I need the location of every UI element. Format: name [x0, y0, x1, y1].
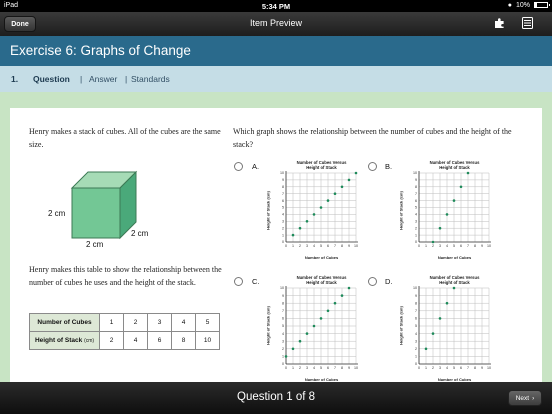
x-tick-label: 8 — [474, 366, 476, 370]
x-tick-label: 1 — [292, 244, 294, 248]
option-a-radio[interactable] — [234, 162, 243, 171]
x-tick-label: 10 — [354, 244, 358, 248]
table-row — [30, 332, 220, 350]
table-cell: 6 — [148, 332, 172, 350]
x-tick-label: 9 — [348, 366, 350, 370]
x-tick-label: 0 — [285, 244, 287, 248]
nav-bar — [0, 12, 552, 36]
y-tick-label: 6 — [415, 198, 417, 203]
chevron-right-icon: › — [532, 394, 535, 402]
tab-separator: | — [125, 74, 128, 84]
x-tick-label: 8 — [474, 244, 476, 248]
tab-bar — [0, 66, 552, 92]
y-tick-label: 6 — [415, 316, 417, 321]
question-counter: Question 1 of 8 — [237, 391, 315, 403]
x-tick-label: 8 — [341, 244, 343, 248]
next-button-label: Next — [515, 394, 530, 402]
data-point — [453, 287, 456, 290]
option-b-graph — [397, 160, 492, 260]
y-tick-label: 5 — [282, 205, 284, 210]
y-tick-label: 10 — [413, 286, 417, 291]
x-tick-label: 1 — [425, 366, 427, 370]
graph-x-label: Number of Cubes — [437, 377, 472, 382]
y-tick-label: 1 — [415, 354, 417, 359]
y-tick-label: 3 — [415, 339, 417, 344]
x-tick-label: 2 — [432, 244, 434, 248]
x-tick-label: 5 — [320, 366, 322, 370]
x-tick-label: 2 — [299, 244, 301, 248]
x-tick-label: 5 — [453, 366, 455, 370]
intro-text: Henry makes a stack of cubes. All of the cubes are the same size. — [29, 127, 221, 149]
graph-y-label: Height of Stack (cm) — [398, 191, 404, 230]
x-tick-label: 4 — [446, 366, 448, 370]
exercise-header — [0, 36, 552, 66]
option-a-label: A. — [252, 162, 260, 171]
data-point — [334, 302, 337, 305]
data-point — [285, 355, 288, 358]
row-header — [30, 332, 100, 350]
x-tick-label: 6 — [460, 366, 462, 370]
option-a-graph — [264, 160, 359, 260]
y-tick-label: 9 — [282, 293, 284, 298]
x-tick-label: 9 — [481, 244, 483, 248]
list-icon[interactable] — [522, 17, 533, 32]
y-tick-label: 0 — [282, 362, 284, 367]
graph-subtitle: Height of Stack — [306, 280, 337, 285]
data-point — [299, 227, 302, 230]
data-point — [320, 317, 323, 320]
status-bar — [0, 0, 552, 12]
nav-title: Item Preview — [249, 18, 302, 28]
y-tick-label: 10 — [280, 171, 284, 176]
option-c-radio[interactable] — [234, 277, 243, 286]
x-tick-label: 8 — [341, 366, 343, 370]
bottom-bar — [0, 382, 552, 414]
tab-separator: | — [80, 74, 83, 84]
data-point — [425, 348, 428, 351]
graph-y-label: Height of Stack (cm) — [265, 306, 271, 345]
graph-subtitle: Height of Stack — [439, 165, 470, 170]
x-tick-label: 7 — [334, 366, 336, 370]
option-d-label: D. — [385, 277, 393, 286]
row-header-unit: (cm) — [84, 338, 95, 344]
x-tick-label: 10 — [487, 244, 491, 248]
y-tick-label: 1 — [282, 233, 284, 238]
option-b-radio[interactable] — [368, 162, 377, 171]
x-tick-label: 4 — [446, 244, 448, 248]
cube-width-label: 2 cm — [86, 240, 104, 249]
x-tick-label: 1 — [425, 244, 427, 248]
table-cell: 2 — [124, 314, 148, 332]
x-tick-label: 5 — [453, 244, 455, 248]
data-point — [439, 317, 442, 320]
graph-x-label: Number of Cubes — [437, 255, 472, 260]
graph-x-label: Number of Cubes — [304, 255, 339, 260]
table-cell: 1 — [100, 314, 124, 332]
table-cell: 5 — [196, 314, 220, 332]
data-point — [341, 294, 344, 297]
y-tick-label: 2 — [415, 226, 417, 231]
y-tick-label: 2 — [282, 347, 284, 351]
y-tick-label: 7 — [415, 309, 417, 313]
battery-icon — [534, 2, 548, 8]
y-tick-label: 3 — [282, 339, 284, 344]
data-point — [348, 179, 351, 182]
data-point — [355, 172, 358, 175]
y-tick-label: 2 — [415, 347, 417, 351]
graph-title: Number of Cubes Versus — [296, 160, 347, 165]
option-b-label: B. — [385, 162, 393, 171]
x-tick-label: 3 — [306, 366, 308, 370]
graph-plot — [264, 160, 359, 260]
data-point — [341, 186, 344, 189]
y-tick-label: 1 — [415, 233, 417, 238]
y-tick-label: 4 — [415, 331, 417, 336]
x-tick-label: 6 — [327, 366, 329, 370]
x-tick-label: 2 — [299, 366, 301, 370]
y-tick-label: 7 — [282, 309, 284, 313]
data-point — [313, 213, 316, 216]
data-point — [432, 241, 435, 244]
data-point — [327, 199, 330, 202]
x-tick-label: 3 — [306, 244, 308, 248]
table-cell: 2 — [100, 332, 124, 350]
y-tick-label: 9 — [415, 293, 417, 298]
done-button[interactable]: Done — [4, 16, 36, 32]
option-d-graph — [397, 275, 492, 382]
y-tick-label: 7 — [282, 191, 284, 196]
x-tick-label: 2 — [432, 366, 434, 370]
tab-question[interactable]: Question — [33, 74, 70, 84]
y-tick-label: 9 — [415, 178, 417, 183]
option-c-graph — [264, 275, 359, 382]
row-header-label: Height of Stack — [34, 337, 83, 344]
next-button[interactable] — [508, 390, 542, 406]
y-tick-label: 5 — [282, 324, 284, 329]
y-tick-label: 4 — [282, 331, 284, 336]
x-tick-label: 7 — [467, 366, 469, 370]
data-point — [334, 192, 337, 195]
data-point — [460, 186, 463, 189]
x-tick-label: 9 — [348, 244, 350, 248]
x-tick-label: 3 — [439, 244, 441, 248]
lock-rotation-icon: ● — [507, 1, 512, 9]
data-point — [313, 325, 316, 328]
clock: 5:34 PM — [261, 1, 291, 11]
data-point — [432, 332, 435, 335]
table-intro-text: Henry makes this table to show the relationship between the number of cubes he uses and the height of the stack. — [29, 265, 222, 287]
graph-plot — [397, 160, 492, 260]
data-point — [320, 206, 323, 209]
data-point — [306, 220, 309, 223]
y-tick-label: 8 — [282, 185, 284, 189]
y-tick-label: 6 — [282, 316, 284, 321]
x-tick-label: 6 — [327, 244, 329, 248]
graph-subtitle: Height of Stack — [439, 280, 470, 285]
puzzle-icon[interactable] — [494, 17, 506, 32]
x-tick-label: 4 — [313, 366, 315, 370]
y-tick-label: 4 — [415, 212, 417, 217]
graph-subtitle: Height of Stack — [306, 165, 337, 170]
y-tick-label: 0 — [282, 240, 284, 245]
y-tick-label: 8 — [282, 301, 284, 306]
y-tick-label: 0 — [415, 362, 417, 367]
y-tick-label: 1 — [282, 354, 284, 359]
y-tick-label: 5 — [415, 205, 417, 210]
status-right — [508, 2, 548, 9]
device-label: iPad — [4, 2, 19, 9]
x-tick-label: 0 — [418, 244, 420, 248]
question-prompt: Which graph shows the relationship between the number of cubes and the height of the stack? — [233, 127, 512, 149]
y-tick-label: 7 — [415, 191, 417, 196]
option-c-label: C. — [252, 277, 260, 286]
y-tick-label: 4 — [282, 212, 284, 217]
x-tick-label: 3 — [439, 366, 441, 370]
table-cell: 3 — [148, 314, 172, 332]
graph-title: Number of Cubes Versus — [429, 160, 480, 165]
cubes-table — [29, 313, 220, 350]
table-cell: 10 — [196, 332, 220, 350]
y-tick-label: 2 — [282, 226, 284, 231]
data-point — [453, 199, 456, 202]
data-point — [348, 287, 351, 290]
y-tick-label: 10 — [413, 171, 417, 176]
table-cell: 8 — [172, 332, 196, 350]
graph-plot — [264, 275, 359, 382]
data-point — [439, 227, 442, 230]
data-point — [446, 302, 449, 305]
data-point — [299, 340, 302, 343]
exercise-title: Exercise 6: Graphs of Change — [10, 43, 191, 58]
y-tick-label: 8 — [415, 301, 417, 306]
option-d-radio[interactable] — [368, 277, 377, 286]
x-tick-label: 10 — [487, 366, 491, 370]
y-tick-label: 0 — [415, 240, 417, 245]
data-point — [446, 213, 449, 216]
x-tick-label: 10 — [354, 366, 358, 370]
graph-plot — [397, 275, 492, 382]
table-cell: 4 — [172, 314, 196, 332]
question-number: 1. — [11, 74, 19, 84]
x-tick-label: 0 — [285, 366, 287, 370]
battery-percent: 10% — [515, 1, 530, 9]
y-tick-label: 5 — [415, 324, 417, 329]
data-point — [292, 234, 295, 237]
tab-standards[interactable]: Standards — [131, 74, 170, 84]
tab-answer[interactable]: Answer — [89, 74, 118, 84]
y-tick-label: 6 — [282, 198, 284, 203]
y-tick-label: 3 — [415, 219, 417, 224]
x-tick-label: 4 — [313, 244, 315, 248]
table-cell: 4 — [124, 332, 148, 350]
cube-depth-label: 2 cm — [131, 229, 149, 238]
graph-title: Number of Cubes Versus — [296, 275, 347, 280]
y-tick-label: 3 — [282, 219, 284, 224]
graph-title: Number of Cubes Versus — [429, 275, 480, 280]
graph-y-label: Height of Stack (cm) — [265, 191, 271, 230]
x-tick-label: 1 — [292, 366, 294, 370]
y-tick-label: 9 — [282, 178, 284, 183]
data-point — [306, 332, 309, 335]
x-tick-label: 5 — [320, 244, 322, 248]
graph-x-label: Number of Cubes — [304, 377, 339, 382]
y-tick-label: 8 — [415, 185, 417, 189]
data-point — [327, 310, 330, 313]
x-tick-label: 9 — [481, 366, 483, 370]
x-tick-label: 0 — [418, 366, 420, 370]
cube-height-label: 2 cm — [48, 209, 66, 218]
x-tick-label: 7 — [334, 244, 336, 248]
data-point — [292, 348, 295, 351]
y-tick-label: 10 — [280, 286, 284, 291]
row-header: Number of Cubes — [30, 314, 100, 332]
table-row — [30, 314, 220, 332]
cube-illustration — [68, 170, 140, 240]
graph-y-label: Height of Stack (cm) — [398, 306, 404, 345]
x-tick-label: 7 — [467, 244, 469, 248]
data-point — [467, 172, 470, 175]
x-tick-label: 6 — [460, 244, 462, 248]
